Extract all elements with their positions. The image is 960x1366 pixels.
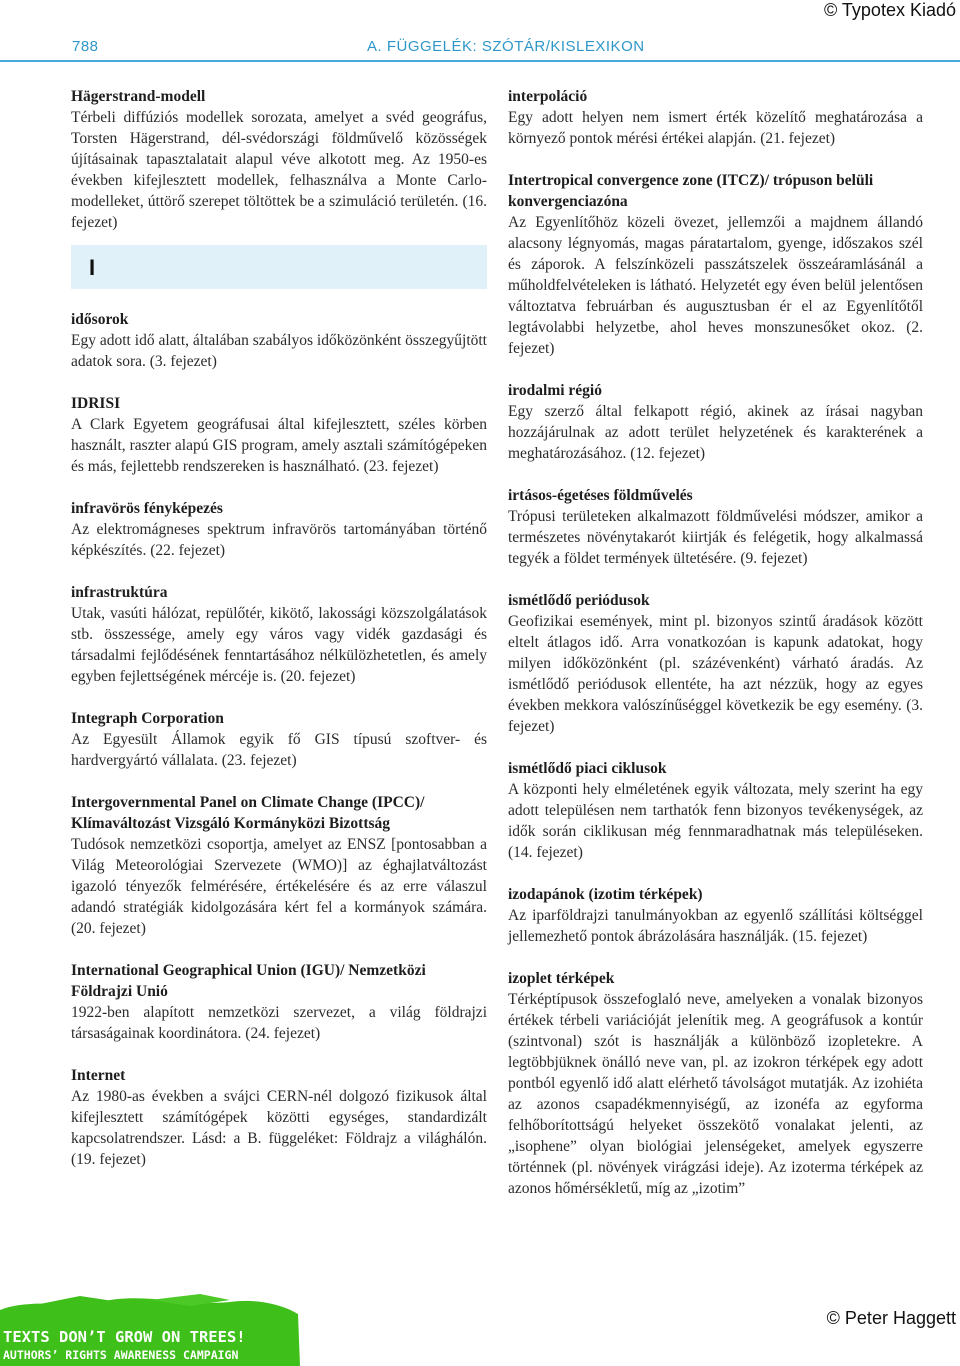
entry-definition: Az elektromágneses spektrum infravörös tartományában történő képkészítés. (22. fejezet) — [71, 521, 487, 559]
glossary-entry — [508, 758, 923, 863]
glossary-entry — [508, 170, 923, 359]
glossary-entry — [71, 498, 487, 561]
glossary-entry — [508, 884, 923, 947]
glossary-entry — [508, 590, 923, 737]
entry-term: IDRISI — [71, 395, 121, 412]
entry-definition: A központi hely elméletének egyik változata, mely szerint ha egy adott településen nem tarthatók fenn bizonyos tevékenységek, az idők során ciklikusan még fennmaradhatnak más településeken. (14. fejezet) — [508, 781, 923, 861]
copyright-top: © Typotex Kiadó — [823, 0, 956, 20]
page-number: 788 — [72, 38, 99, 55]
running-title: A. FÜGGELÉK: SZÓTÁR/KISLEXIKON — [367, 38, 645, 55]
awareness-campaign-banner — [0, 1288, 300, 1366]
glossary-entry — [71, 393, 487, 477]
entry-definition: Az Egyesült Államok egyik fő GIS típusú szoftver- és hardvergyártó vállalata. (23. fejezet) — [71, 731, 487, 769]
entry-definition: Egy adott idő alatt, általában szabályos időközönként összegyűjtött adatok sora. (3. fejezet) — [71, 332, 487, 370]
section-letter: I — [89, 255, 96, 280]
entry-term: infrastruktúra — [71, 584, 168, 601]
entry-term: irodalmi régió — [508, 382, 602, 399]
glossary-entry — [71, 708, 487, 771]
banner-title: TEXTS DON’T GROW ON TREES! — [3, 1328, 246, 1346]
entry-term: International Geographical Union (IGU)/ Nemzetközi Földrajzi Unió — [71, 962, 426, 1000]
entry-definition: Trópusi területeken alkalmazott földművelési módszer, amikor a természetes növénytakarót kiirtják és felégetik, hogy alkalmassá tegyék a földet termények ültetésére. (9. fejezet) — [508, 508, 923, 567]
entry-term: Integraph Corporation — [71, 710, 224, 727]
entry-definition: Egy adott helyen nem ismert érték közelítő meghatározása a környező pontok mérési értékei alapján. (21. fejezet) — [508, 109, 923, 147]
entry-term: Intergovernmental Panel on Climate Change (IPCC)/ Klímaváltozást Vizsgáló Kormányközi Bizottság — [71, 794, 425, 832]
entry-definition: Az 1980-as években a svájci CERN-nél dolgozó fizikusok által kifejlesztett számítógépek közötti egységes, standardizált kapcsolatrendszer. Lásd: a B. függeléket: Földrajz a világhálón. (19. fejezet) — [71, 1088, 487, 1168]
entry-term: infravörös fényképezés — [71, 500, 223, 517]
copyright-bottom: © Peter Haggett — [826, 1308, 956, 1328]
entry-definition: Térképtípusok összefoglaló neve, amelyeken a vonalak bizonyos értékek térbeli variációját jelenítik meg. A geográfusok a kontúr (szintvonal) szót is használják a különböző izopletekre. A legtöbbjüknek önálló neve van, pl. az izokron térképek egy adott pontból egyenlő idő alatt elérhető távolságot mutatják. Az izohiéta az azonos csapadékmennyiségű, az izonéfa az egyforma felhőborítottságú helyeket összekötő vonalakat jelenti, az „isophene” olyan biológiai jelenségeket, amelyek egyszerre történnek (pl. növények virágzási ideje). Az izoterma térképek az azonos hőmérsékletű, míg az „izotim” — [508, 991, 923, 1197]
entry-definition: Az iparföldrajzi tanulmányokban az egyenlő szállítási költséggel jellemezhető pontok ábrázolására használják. (15. fejezet) — [508, 907, 923, 945]
glossary-entry — [71, 1065, 487, 1170]
entry-term: izoplet térképek — [508, 970, 615, 987]
glossary-entry — [508, 485, 923, 569]
glossary-entry — [508, 968, 923, 1199]
entry-term: ismétlődő piaci ciklusok — [508, 760, 667, 777]
glossary-entry — [71, 582, 487, 687]
entry-term: irtásos-égetéses földművelés — [508, 487, 693, 504]
glossary-entry — [508, 86, 923, 149]
entry-definition: 1922-ben alapított nemzetközi szervezet, a világ földrajzi társaságainak koordinátora. (24. fejezet) — [71, 1004, 487, 1042]
entry-definition: Tudósok nemzetközi csoportja, amelyet az ENSZ [pontosabban a Világ Meteorológiai Szervezete (WMO)] az éghajlatváltozást igazoló tényezők felmérésére, értékelésére és az erre válaszul adandó stratégiák kidolgozására kért fel a kormányok számára. (20. fejezet) — [71, 836, 487, 937]
entry-definition: Utak, vasúti hálózat, repülőtér, kikötő, lakossági közszolgálatások stb. összessége, amely egy város vagy vidék gazdasági és társadalmi fejlődésének fenntartásához nélkülözhetetlen, és amely egyben fejlettségének mércéje is. (20. fejezet) — [71, 605, 487, 685]
entry-definition: Térbeli diffúziós modellek sorozata, amelyet a svéd geográfus, Torsten Hägerstrand, dél-svédországi földművelő közösségek újításainak tapasztalatait alapul véve alkotott meg. Az 1950-es években kifejlesztett modellek, felhasználva a Monte Carlo-modelleket, úttörő szerepet töltöttek be a szimuláció területén. (16. fejezet) — [71, 109, 487, 231]
page-header — [0, 34, 960, 58]
glossary-entry — [508, 380, 923, 464]
entry-definition: Egy szerző által felkapott régió, akinek az írásai nagyban hozzájárulnak az adott terület helyzetének és karakterének a meghatározásához. (12. fejezet) — [508, 403, 923, 462]
entry-term: Hägerstrand-modell — [71, 88, 206, 105]
header-rule — [0, 60, 960, 62]
entry-term: izodapánok (izotim térképek) — [508, 886, 703, 903]
left-column — [71, 86, 487, 1170]
glossary-entry — [71, 792, 487, 939]
entry-term: ismétlődő periódusok — [508, 592, 650, 609]
entry-term: Internet — [71, 1067, 126, 1084]
section-letter-box — [71, 245, 487, 289]
glossary-entry — [71, 960, 487, 1044]
entry-term: Intertropical convergence zone (ITCZ)/ trópuson belüli konvergenciazóna — [508, 172, 874, 210]
glossary-entry — [71, 86, 487, 233]
entry-term: idősorok — [71, 311, 129, 328]
entry-term: interpoláció — [508, 88, 588, 105]
right-column — [508, 86, 923, 1199]
entry-definition: A Clark Egyetem geográfusai által kifejlesztett, széles körben használt, raszter alapú GIS program, amely asztali számítógépeken és más, fejlettebb rendszereken is használható. (23. fejezet) — [71, 416, 487, 475]
entry-definition: Geofizikai események, mint pl. bizonyos szintű áradások között eltelt átlagos idő. Arra vonatkozóan is kapunk adatokat, hogy milyen időközönként (pl. százévenként) várható áradás. Az ismétlődő periódusok ellentéte, ha azt nézzük, hogy az egyes években mekkora valószínűséggel következik be egy esemény. (3. fejezet) — [508, 613, 923, 735]
glossary-entry — [71, 309, 487, 372]
banner-subtitle: AUTHORS’ RIGHTS AWARENESS CAMPAIGN — [3, 1348, 239, 1362]
entry-definition: Az Egyenlítőhöz közeli övezet, jellemzői a majdnem állandó alacsony légnyomás, magas páratartalom, gyenge, időszakos szél és záporok. A felszínközeli passzátszelek összeáramlásánál a műholdfelvételeken is látható. Helyzetét egy éven belül jelentősen változtatva februárban és augusztusban ér el az Egyenlítőtől legtávolabbi helyzetbe, ahol heves monszunesőket okoz. (2. fejezet) — [508, 214, 923, 357]
